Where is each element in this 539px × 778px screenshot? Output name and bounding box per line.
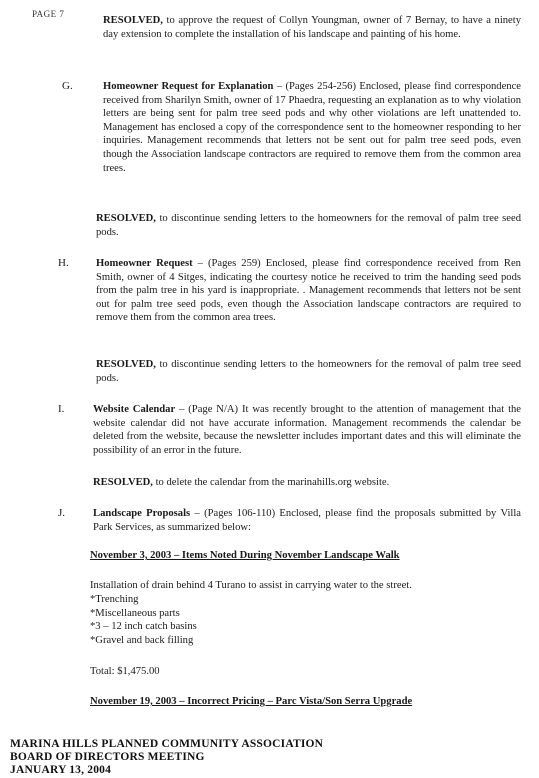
item-g-resolved bbox=[96, 212, 521, 239]
item-i-body bbox=[93, 403, 521, 457]
item-h-letter: H. bbox=[58, 257, 69, 269]
item-i-letter: I. bbox=[58, 403, 65, 415]
item-j-letter: J. bbox=[58, 507, 66, 519]
item-j-body bbox=[93, 507, 521, 534]
list-item: *Trenching bbox=[90, 594, 139, 605]
resolved-text: to delete the calendar from the marinahills.org website. bbox=[152, 477, 390, 488]
resolved-text: to approve the request of Collyn Youngman, owner of 7 Bernay, to have a ninety day extension to complete the installation of his landscape and painting of his home. bbox=[103, 15, 521, 40]
item-g-text: – (Pages 254-256) Enclosed, please find correspondence received from Sharilyn Smith, owner of 17 Phaedra, requesting an explanation as to why violation letters are being sent for palm tree seed pods and why other violations are left unattended to. Management has enclosed a copy of the correspondence sent to the homeowner responding to her inquiries. Management recommends that letters not be sent out for palm tree seed pods, even though the Association landscape contractors are required to remove them from the common area trees. bbox=[103, 81, 521, 174]
item-i-text: – (Page N/A) It was recently brought to the attention of management that the website calendar did not have accurate information. Management recommends the calendar be deleted from the website, because the newsletter includes important dates and this will eliminate the possibility of an error in the future. bbox=[93, 404, 522, 456]
list-item: *Gravel and back filling bbox=[90, 634, 194, 646]
footer-meeting-date: JANUARY 13, 2004 bbox=[10, 764, 112, 776]
item-j-text: – (Pages 106-110) Enclosed, please find the proposals submitted by Villa Park Services, as summarized below: bbox=[93, 508, 521, 533]
item-j-heading: Landscape Proposals bbox=[93, 508, 191, 519]
top-resolved-paragraph bbox=[103, 14, 521, 41]
item-g-heading: Homeowner Request for Explanation bbox=[103, 81, 274, 92]
item-h-body bbox=[96, 257, 521, 325]
item-i-resolved bbox=[93, 476, 521, 490]
section-title-nov-19: November 19, 2003 – Incorrect Pricing – Parc Vista/Son Serra Upgrade bbox=[90, 696, 413, 707]
page-label: PAGE 7 bbox=[32, 9, 65, 19]
section-nov-3-total: Total: $1,475.00 bbox=[90, 666, 160, 677]
resolved-text: to discontinue sending letters to the homeowners for the removal of palm tree seed pods. bbox=[96, 213, 521, 238]
item-g-body bbox=[103, 80, 521, 175]
section-nov-3-list bbox=[90, 593, 197, 647]
resolved-label: RESOLVED, bbox=[93, 477, 153, 488]
item-h-heading: Homeowner Request bbox=[96, 258, 193, 269]
list-item: *3 – 12 inch catch basins bbox=[90, 621, 197, 633]
item-h-text: – (Pages 259) Enclosed, please find correspondence received from Ren Smith, owner of 4 Sitges, indicating the courtesy notice he received to trim the handing seed pods from the palm tree in his yard is inappropriate. . Management recommends that letters not be sent out for palm tree seed pods, even though the Association landscape contractors are required to remove them from the common area trees. bbox=[96, 258, 521, 324]
footer-meeting-name: BOARD OF DIRECTORS MEETING bbox=[10, 751, 205, 763]
resolved-label: RESOLVED, bbox=[96, 359, 156, 370]
item-i-heading: Website Calendar bbox=[93, 404, 176, 415]
item-g-letter: G. bbox=[62, 80, 73, 92]
section-title-nov-3: November 3, 2003 – Items Noted During November Landscape Walk bbox=[90, 550, 400, 561]
footer-association-name: MARINA HILLS PLANNED COMMUNITY ASSOCIATION bbox=[10, 738, 324, 750]
section-nov-3-intro: Installation of drain behind 4 Turano to assist in carrying water to the street. bbox=[90, 580, 412, 591]
resolved-text: to discontinue sending letters to the homeowners for the removal of palm tree seed pods. bbox=[96, 359, 521, 384]
list-item: *Miscellaneous parts bbox=[90, 607, 180, 619]
item-h-resolved bbox=[96, 358, 521, 385]
resolved-label: RESOLVED, bbox=[103, 15, 163, 26]
resolved-label: RESOLVED, bbox=[96, 213, 156, 224]
